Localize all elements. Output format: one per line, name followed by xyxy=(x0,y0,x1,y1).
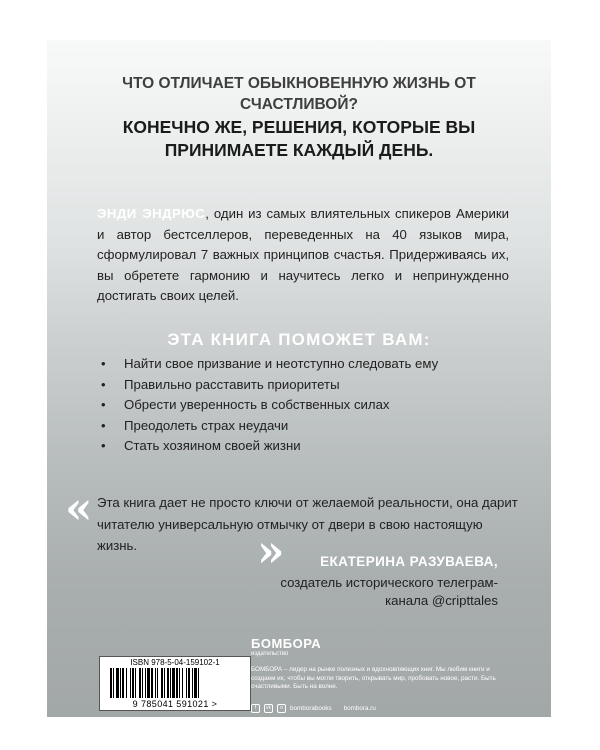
bullet-icon: • xyxy=(101,356,106,371)
social-icon-1: f xyxy=(251,704,260,713)
intro-text: , один из самых влиятельных спикеров Америки и автор бестселлеров, переведенных на 40 языков мира, сформулировал 7 важных принципов счастья. Придерживаясь их, вы обретете гармонию и научитесь легко и непринужденно достигать своих целей. xyxy=(97,206,509,303)
testimonial-quote: Эта книга дает не просто ключи от желаемой реальности, она дарит читателю универсальную отмычку от двери в свою настоящую жизнь. xyxy=(97,495,518,553)
barcode-bar xyxy=(170,668,171,698)
barcode-bar xyxy=(179,668,180,698)
testimonial-role: создатель исторического телеграм-канала @cripttales xyxy=(280,575,498,608)
barcode-bar xyxy=(186,668,187,698)
social-handle: bomborabooks xyxy=(290,705,332,712)
barcode-bar xyxy=(120,668,121,698)
barcode-bar xyxy=(116,668,119,698)
barcode xyxy=(99,656,251,711)
barcode-bar xyxy=(194,668,197,698)
barcode-bar xyxy=(113,668,114,698)
social-icon-2: vk xyxy=(266,705,271,711)
testimonial-author: ЕКАТЕРИНА РАЗУВАЕВА, xyxy=(320,554,498,569)
publisher-social xyxy=(251,704,376,713)
barcode-bar xyxy=(151,668,153,698)
barcode-number: 9 785041 591021 > xyxy=(132,699,218,709)
list-item: • Обрести уверенность в собственных силах xyxy=(99,395,438,416)
quote-open-icon: « xyxy=(65,483,93,534)
barcode-bar xyxy=(145,668,146,698)
author-name: ЭНДИ ЭНДРЮС xyxy=(97,206,206,221)
bullet-icon: • xyxy=(101,417,106,433)
barcode-bar xyxy=(182,668,183,698)
barcode-bar xyxy=(126,668,127,698)
publisher-subtitle: издательство xyxy=(251,651,289,657)
cover-question: ЧТО ОТЛИЧАЕТ ОБЫКНОВЕННУЮ ЖИЗНЬ ОТ СЧАСТЛИВОЙ? xyxy=(122,75,476,113)
bullet-icon: • xyxy=(101,376,106,392)
barcode-bar xyxy=(167,668,169,698)
quote-close-icon: » xyxy=(257,526,285,577)
barcode-bar xyxy=(198,668,199,698)
book-back-cover xyxy=(47,40,551,717)
barcode-bar xyxy=(130,668,131,698)
bullet-icon: • xyxy=(101,438,106,453)
barcode-bars xyxy=(110,668,240,698)
barcode-bar xyxy=(132,668,134,698)
list-item: • Преодолеть страх неудачи xyxy=(99,416,438,437)
barcode-bar xyxy=(164,668,165,698)
helps-title: ЭТА КНИГА ПОМОЖЕТ ВАМ: xyxy=(167,330,431,349)
barcode-bar xyxy=(192,668,193,698)
bullet-icon: • xyxy=(101,397,106,412)
barcode-bar xyxy=(147,668,150,698)
barcode-bar xyxy=(155,668,156,698)
barcode-bar xyxy=(122,668,124,698)
barcode-bar xyxy=(176,668,178,698)
publisher-description: БОМБОРА – лидер на рынке полезных и вдохновляющих книг. Мы любим книги и создаем их, чтобы вы могли творить, открывать мир, пробовать новое, расти. Быть счастливыми. Быть на волне. xyxy=(251,666,496,690)
barcode-bar xyxy=(142,668,143,698)
publisher-logo: БОМБОРА xyxy=(251,636,322,651)
cover-answer: КОНЕЧНО ЖЕ, РЕШЕНИЯ, КОТОРЫЕ ВЫ ПРИНИМАЕТЕ КАЖДЫЙ ДЕНЬ. xyxy=(122,117,476,160)
list-item: • Стать хозяином своей жизни xyxy=(99,436,438,457)
list-item: • Найти свое призвание и неотступно следовать ему xyxy=(99,354,438,375)
barcode-bar xyxy=(135,668,136,698)
list-item: • Правильно расставить приоритеты xyxy=(99,375,438,396)
isbn-label: ISBN 978-5-04-159102-1 xyxy=(130,658,220,667)
social-icon-3: o xyxy=(277,704,286,713)
barcode-bar xyxy=(172,668,175,698)
barcode-bar xyxy=(157,668,158,698)
benefits-list xyxy=(99,354,438,457)
barcode-bar xyxy=(139,668,141,698)
barcode-bar xyxy=(188,668,190,698)
intro-paragraph xyxy=(97,204,509,307)
publisher-site: bombora.ru xyxy=(343,705,376,712)
barcode-bar xyxy=(110,668,112,698)
barcode-bar xyxy=(161,668,163,698)
